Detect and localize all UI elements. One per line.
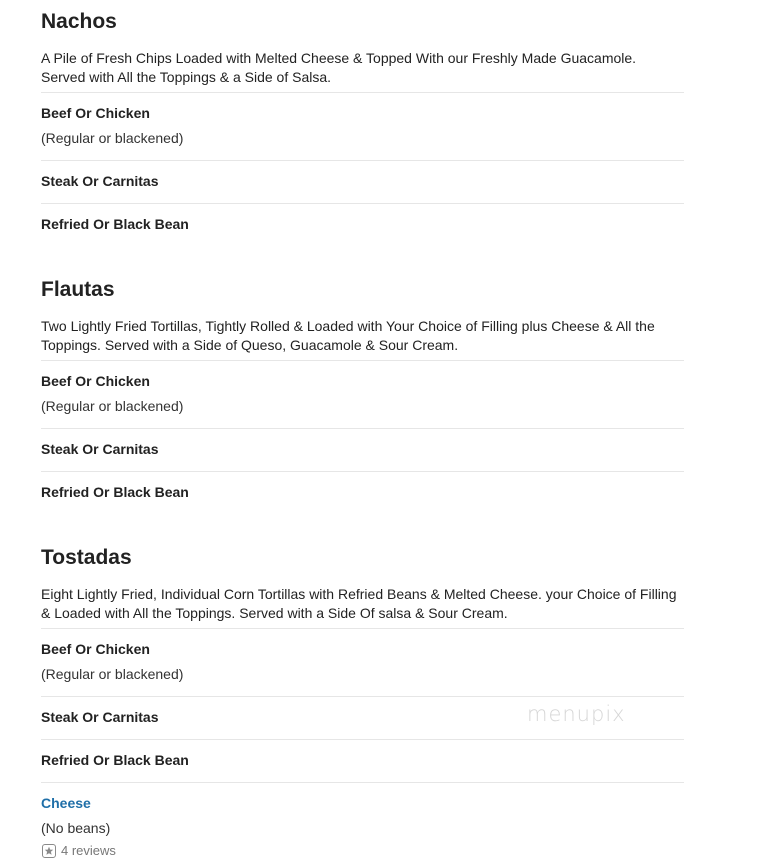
menu-section-tostadas [41, 536, 684, 859]
menu-section-nachos [41, 0, 684, 246]
item-name: Beef Or Chicken [41, 105, 150, 121]
section-title: Flautas [41, 278, 115, 301]
item-note: (Regular or blackened) [41, 666, 184, 682]
item-name: Refried Or Black Bean [41, 752, 189, 768]
menu-item [41, 361, 684, 429]
menu-item [41, 93, 684, 161]
item-name: Steak Or Carnitas [41, 709, 159, 725]
section-description: Two Lightly Fried Tortillas, Tightly Rolled & Loaded with Your Choice of Filling plus Cheese & All the Toppings. Served with a Side of Queso, Guacamole & Sour Cream. [41, 307, 684, 361]
item-note: (No beans) [41, 820, 111, 836]
item-name: Steak Or Carnitas [41, 173, 159, 189]
reviews-link[interactable] [41, 843, 684, 859]
menu-item [41, 472, 684, 514]
menu-section-flautas [41, 268, 684, 514]
section-description: A Pile of Fresh Chips Loaded with Melted Cheese & Topped With our Freshly Made Guacamole. Served with All the Toppings & a Side of Salsa. [41, 39, 684, 93]
section-title: Tostadas [41, 546, 132, 569]
menu-item [41, 429, 684, 472]
item-name: Refried Or Black Bean [41, 484, 189, 500]
menu-item [41, 161, 684, 204]
reviews-count: 4 reviews [61, 843, 116, 858]
menu-page [41, 0, 684, 859]
menu-item [41, 629, 684, 697]
item-name: Beef Or Chicken [41, 641, 150, 657]
menu-item [41, 740, 684, 783]
item-name: Refried Or Black Bean [41, 216, 189, 232]
item-note: (Regular or blackened) [41, 398, 184, 414]
item-name-link[interactable]: Cheese [41, 795, 91, 811]
item-name: Beef Or Chicken [41, 373, 150, 389]
item-note: (Regular or blackened) [41, 130, 184, 146]
section-description: Eight Lightly Fried, Individual Corn Tortillas with Refried Beans & Melted Cheese. your Choice of Filling & Loaded with All the Toppings. Served with a Side Of salsa & Sour Cream. [41, 575, 684, 629]
star-badge-icon [42, 844, 56, 858]
watermark-logo: menupix [527, 702, 626, 726]
item-name: Steak Or Carnitas [41, 441, 159, 457]
menu-item [41, 204, 684, 246]
section-title: Nachos [41, 10, 117, 33]
menu-item-cheese[interactable] [41, 783, 684, 859]
